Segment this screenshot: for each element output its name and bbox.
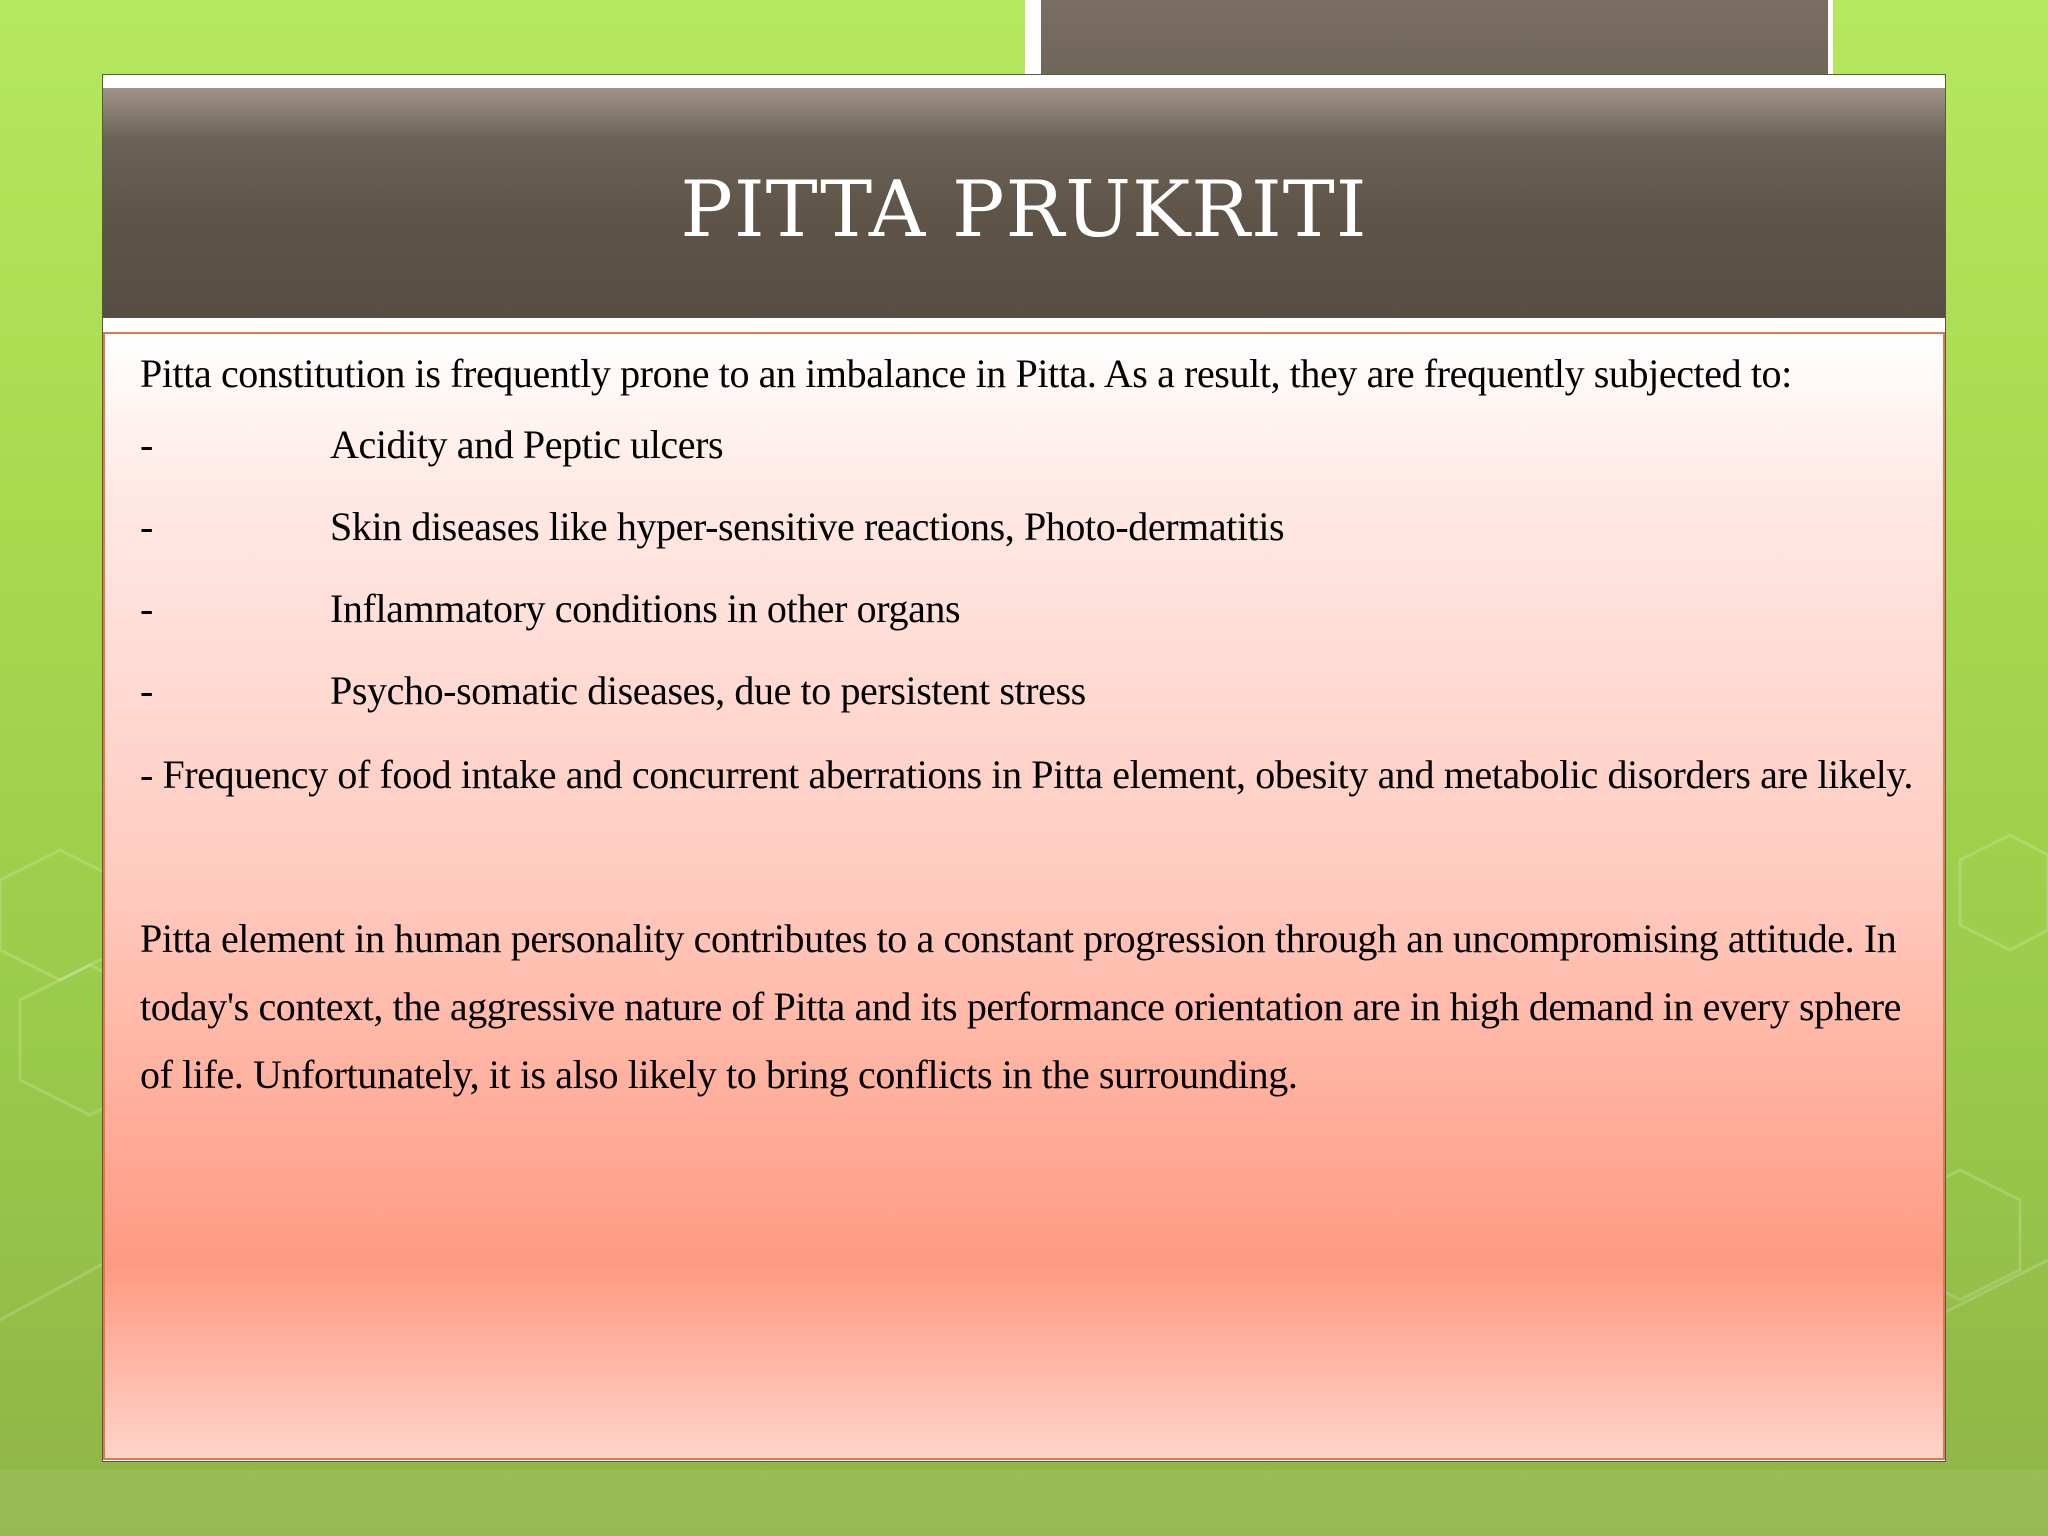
list-item <box>140 404 1920 486</box>
personality-paragraph: Pitta element in human personality contributes to a constant progression through an uncompromising attitude. In today's context, the aggressive nature of Pitta and its performance orientation are in high demand in every sphere of life. Unfortunately, it is also likely to bring conflicts in the surrounding. <box>140 916 1902 1097</box>
bullet-dash: - <box>140 504 153 549</box>
slide-title: PITTA PRUKRITI <box>680 165 1368 255</box>
bullet-dash: - <box>140 668 153 713</box>
list-item <box>140 568 1920 650</box>
intro-paragraph: Pitta constitution is frequently prone to an imbalance in Pitta. As a result, they are frequently subjected to: <box>140 351 1792 396</box>
frequency-paragraph: - Frequency of food intake and concurrent aberrations in Pitta element, obesity and metabolic disorders are likely. <box>140 752 1914 797</box>
bullet-dash: - <box>140 422 153 467</box>
bullet-dash: - <box>140 586 153 631</box>
bullet-text: Psycho-somatic diseases, due to persistent stress <box>330 668 1086 713</box>
title-bar <box>103 88 1945 318</box>
bullet-text: Skin diseases like hyper-sensitive reactions, Photo-dermatitis <box>330 504 1285 549</box>
bullet-text: Inflammatory conditions in other organs <box>330 586 961 631</box>
list-item <box>140 486 1920 568</box>
bullet-text: Acidity and Peptic ulcers <box>330 422 724 467</box>
slide-content <box>140 344 1920 1109</box>
list-item <box>140 650 1920 732</box>
